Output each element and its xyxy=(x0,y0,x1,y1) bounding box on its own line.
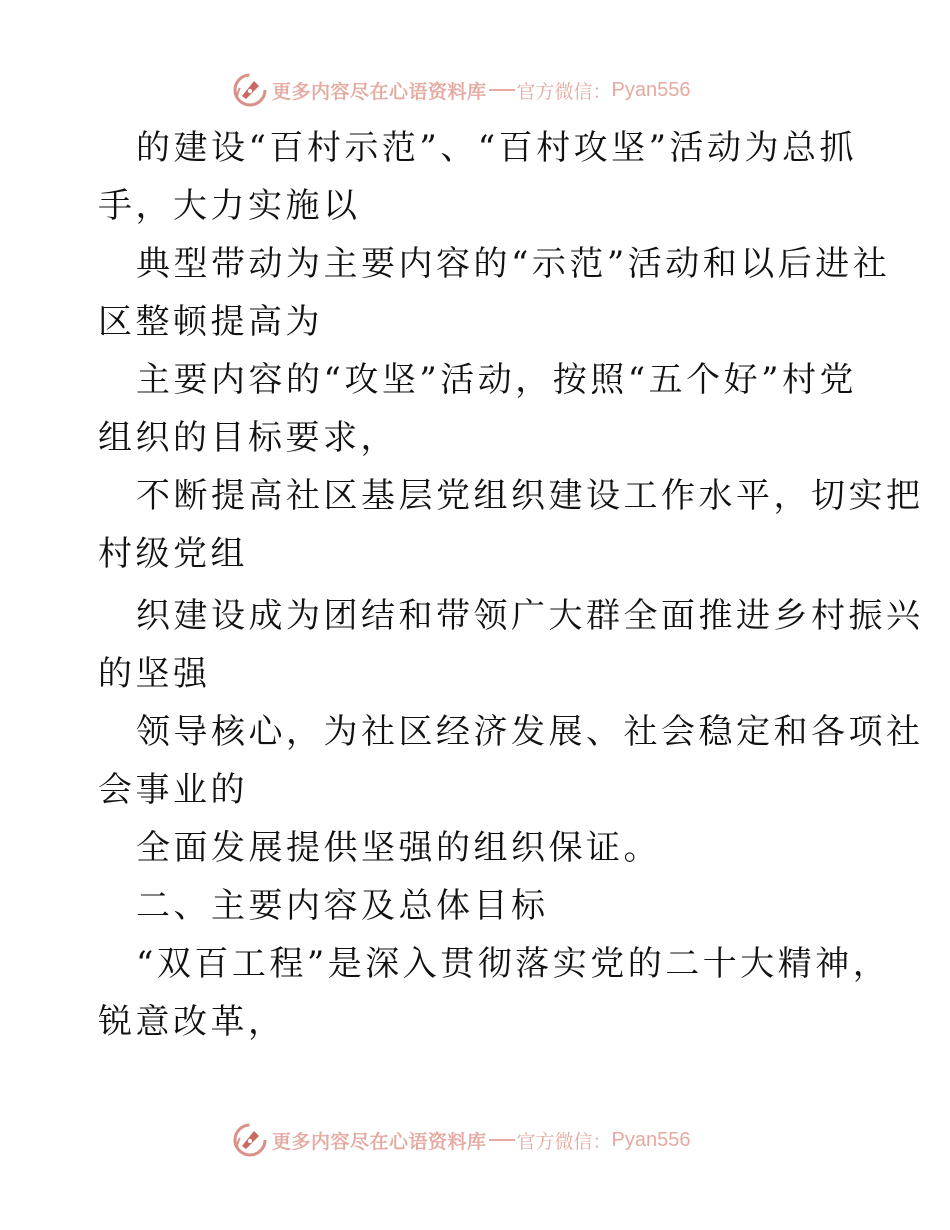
pen-nib-logo-icon xyxy=(232,72,268,108)
section-heading: 二、主要内容及总体目标 xyxy=(136,886,549,926)
body-line: 区整顿提高为 xyxy=(98,302,323,342)
body-line: 主要内容的“攻坚”活动，按照“五个好”村党 xyxy=(136,360,858,400)
body-line: 领导核心，为社区经济发展、社会稳定和各项社 xyxy=(136,712,924,752)
body-line: 不断提高社区基层党组织建设工作水平，切实把 xyxy=(136,476,924,516)
body-line: 的坚强 xyxy=(98,654,211,694)
body-line: 组织的目标要求， xyxy=(98,418,398,458)
watermark-wechat-id: Pyan556 xyxy=(611,1128,691,1151)
body-line: 锐意改革， xyxy=(98,1002,286,1042)
pen-nib-logo-icon xyxy=(232,1122,268,1158)
watermark-wechat-id: Pyan556 xyxy=(611,78,691,101)
watermark-dash xyxy=(489,89,515,91)
body-line: 典型带动为主要内容的“示范”活动和以后进社 xyxy=(136,244,891,284)
watermark-wechat-label: 官方微信： xyxy=(516,1130,612,1153)
body-line: 的建设“百村示范”、“百村攻坚”活动为总抓 xyxy=(136,128,858,168)
header-watermark xyxy=(232,70,691,110)
body-line: 织建设成为团结和带领广大群全面推进乡村振兴 xyxy=(136,596,924,636)
body-line: 全面发展提供坚强的组织保证。 xyxy=(136,828,661,868)
watermark-site-text: 更多内容尽在心语资料库 xyxy=(272,80,487,103)
body-line: 村级党组 xyxy=(98,534,248,574)
watermark-dash xyxy=(489,1139,515,1141)
body-line: “双百工程”是深入贯彻落实党的二十大精神， xyxy=(136,944,891,984)
footer-watermark xyxy=(232,1120,691,1160)
body-line: 手，大力实施以 xyxy=(98,186,361,226)
watermark-wechat-label: 官方微信： xyxy=(516,80,612,103)
body-line: 会事业的 xyxy=(98,770,248,810)
watermark-site-text: 更多内容尽在心语资料库 xyxy=(272,1130,487,1153)
